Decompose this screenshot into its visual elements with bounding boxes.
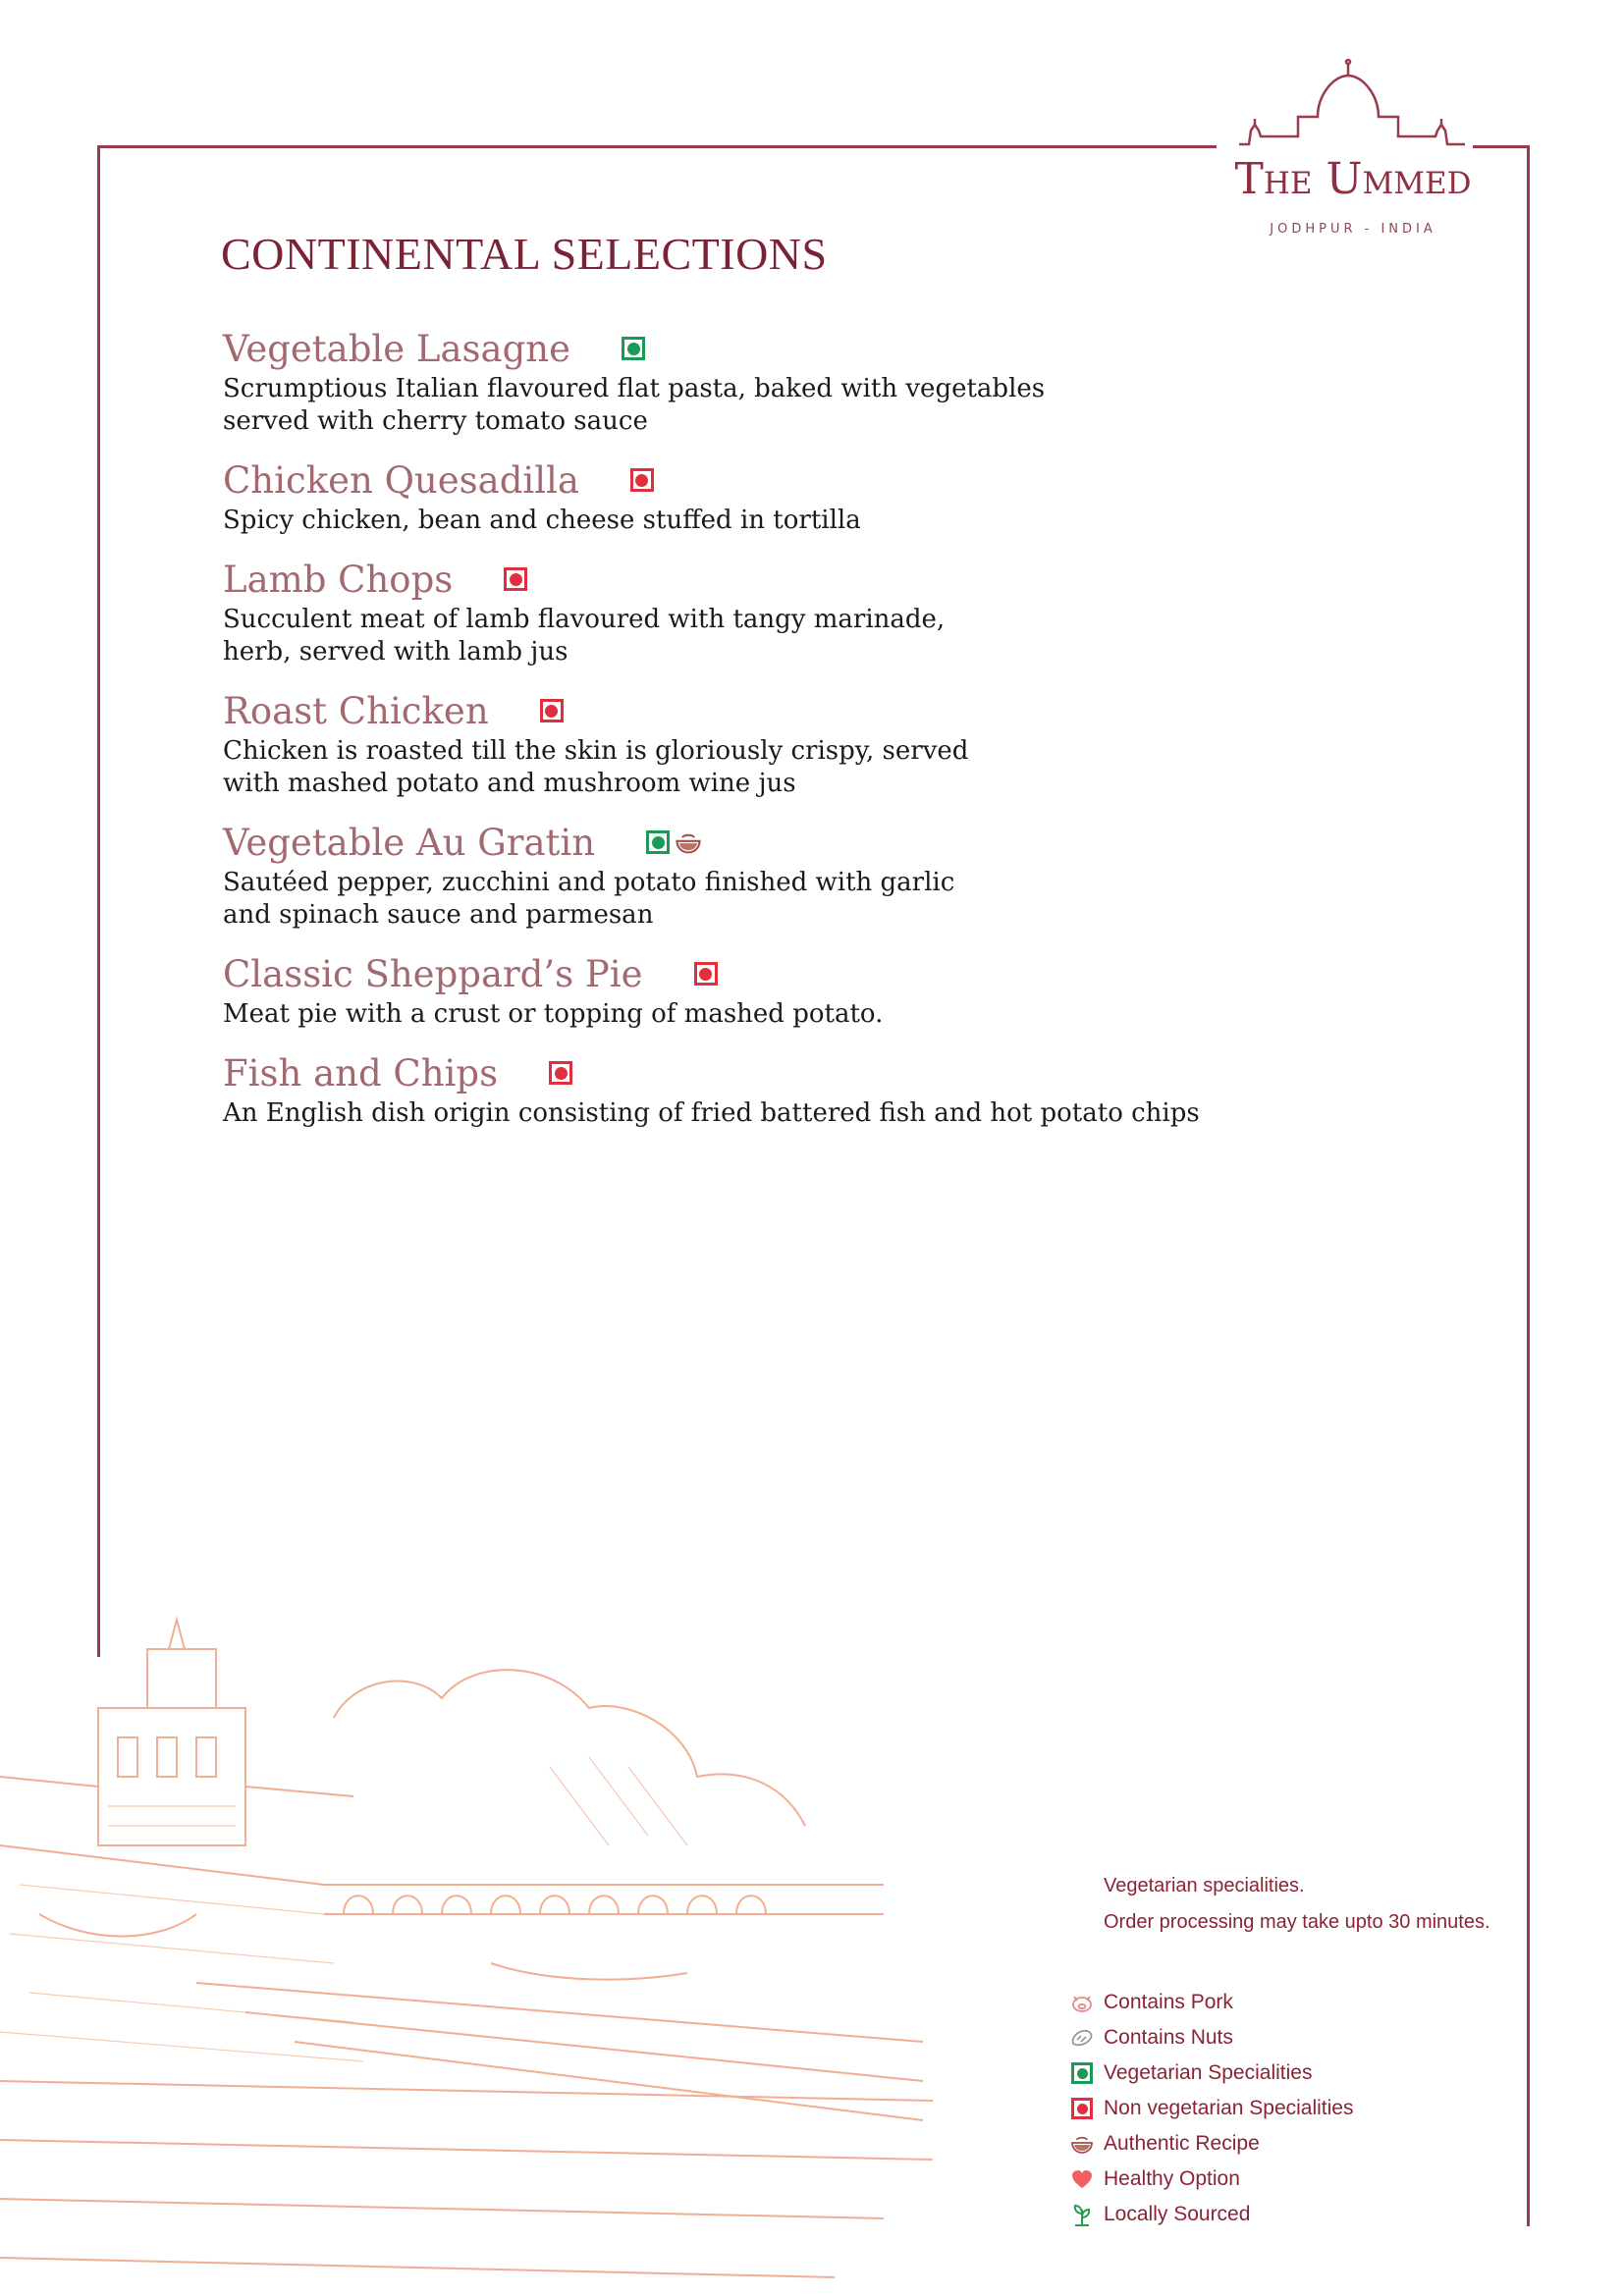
menu-item bbox=[223, 555, 1303, 668]
legend-row-veg bbox=[1068, 2056, 1353, 2091]
authentic-icon bbox=[674, 828, 703, 856]
menu-item-badges bbox=[630, 468, 654, 492]
palace-outline-icon bbox=[1239, 54, 1465, 152]
menu-item-name: Vegetable Au Gratin bbox=[223, 821, 596, 864]
authentic-icon bbox=[1068, 2130, 1096, 2158]
menu-item-description: Scrumptious Italian flavoured flat pasta, baked with vegetables served with cherry tomato sauce bbox=[223, 374, 1046, 436]
menu-item-description: An English dish origin consisting of fried battered fish and hot potato chips bbox=[223, 1098, 1200, 1128]
menu-item-description: Sautéed pepper, zucchini and potato finished with garlic and spinach sauce and parmesan bbox=[223, 868, 955, 930]
menu-item-badges bbox=[646, 828, 703, 856]
nonveg-icon bbox=[504, 567, 527, 591]
notes bbox=[1104, 1875, 1490, 1948]
nonveg-icon bbox=[630, 468, 654, 492]
legend-label-nuts: Contains Nuts bbox=[1104, 2026, 1233, 2049]
menu-item-header bbox=[223, 686, 1303, 735]
menu-item-name: Chicken Quesadilla bbox=[223, 458, 579, 502]
menu-item-header bbox=[223, 324, 1303, 373]
veg-icon bbox=[622, 337, 645, 360]
menu-item bbox=[223, 686, 1303, 800]
logo-name: The Ummed bbox=[1234, 154, 1472, 204]
legend-label-pork: Contains Pork bbox=[1104, 1991, 1233, 2013]
menu-item-description: Meat pie with a crust or topping of mashed potato. bbox=[223, 999, 884, 1029]
legend-label-local: Locally Sourced bbox=[1104, 2203, 1251, 2225]
hotel-logo bbox=[1210, 54, 1494, 250]
menu-item-header bbox=[223, 555, 1303, 604]
menu-item-badges bbox=[540, 699, 564, 722]
menu-item-name: Classic Sheppard’s Pie bbox=[223, 952, 643, 995]
menu-item-name: Fish and Chips bbox=[223, 1051, 499, 1095]
menu-item-badges bbox=[622, 337, 645, 360]
legend-row-nuts bbox=[1068, 2020, 1353, 2056]
menu-item-description: Spicy chicken, bean and cheese stuffed in tortilla bbox=[223, 506, 861, 535]
pork-icon bbox=[1068, 1989, 1096, 2016]
menu-item-name: Lamb Chops bbox=[223, 558, 454, 601]
menu-item bbox=[223, 455, 1303, 537]
nonveg-icon bbox=[694, 962, 718, 986]
note-vegetarian: Vegetarian specialities. bbox=[1104, 1875, 1305, 1896]
section-title: CONTINENTAL SELECTIONS bbox=[221, 229, 828, 279]
legend-label-nonveg: Non vegetarian Specialities bbox=[1104, 2097, 1354, 2119]
legend-row-local bbox=[1068, 2197, 1353, 2232]
menu-item-header bbox=[223, 1048, 1303, 1097]
note-processing-time: Order processing may take upto 30 minutes. bbox=[1104, 1911, 1490, 1933]
menu-item-name: Roast Chicken bbox=[223, 689, 489, 732]
menu-item-description: Chicken is roasted till the skin is gloriously crispy, served with mashed potato and mushroom wine jus bbox=[223, 736, 969, 798]
frame-top-line bbox=[97, 145, 1217, 148]
nonveg-icon bbox=[1068, 2095, 1096, 2122]
menu-item-badges bbox=[504, 567, 527, 591]
menu-item bbox=[223, 818, 1303, 932]
logo-subtitle: JODHPUR - INDIA bbox=[1270, 222, 1436, 237]
legend-label-veg: Vegetarian Specialities bbox=[1104, 2061, 1313, 2084]
veg-icon bbox=[646, 830, 670, 854]
menu-item-badges bbox=[549, 1061, 572, 1085]
menu-item-header bbox=[223, 949, 1303, 998]
menu-item-header bbox=[223, 818, 1303, 867]
menu-item-name: Vegetable Lasagne bbox=[223, 327, 570, 370]
healthy-icon bbox=[1068, 2165, 1096, 2193]
nuts-icon bbox=[1068, 2024, 1096, 2052]
local-icon bbox=[1068, 2201, 1096, 2228]
legend-row-authentic bbox=[1068, 2126, 1353, 2162]
legend bbox=[1068, 1985, 1353, 2232]
frame-left-line bbox=[97, 145, 100, 1657]
frame-right-line bbox=[1527, 145, 1530, 2226]
menu-item bbox=[223, 1048, 1303, 1130]
menu-item-header bbox=[223, 455, 1303, 505]
menu-item bbox=[223, 949, 1303, 1031]
menu-list bbox=[223, 324, 1303, 1148]
veg-icon bbox=[1068, 2059, 1096, 2087]
menu-item-description: Succulent meat of lamb flavoured with tangy marinade, herb, served with lamb jus bbox=[223, 605, 946, 667]
legend-label-healthy: Healthy Option bbox=[1104, 2167, 1240, 2190]
legend-label-authentic: Authentic Recipe bbox=[1104, 2132, 1260, 2155]
legend-row-nonveg bbox=[1068, 2091, 1353, 2126]
nonveg-icon bbox=[540, 699, 564, 722]
palace-sketch-illustration bbox=[0, 1590, 933, 2296]
menu-item-badges bbox=[694, 962, 718, 986]
legend-row-healthy bbox=[1068, 2162, 1353, 2197]
nonveg-icon bbox=[549, 1061, 572, 1085]
menu-item bbox=[223, 324, 1303, 438]
legend-row-pork bbox=[1068, 1985, 1353, 2020]
